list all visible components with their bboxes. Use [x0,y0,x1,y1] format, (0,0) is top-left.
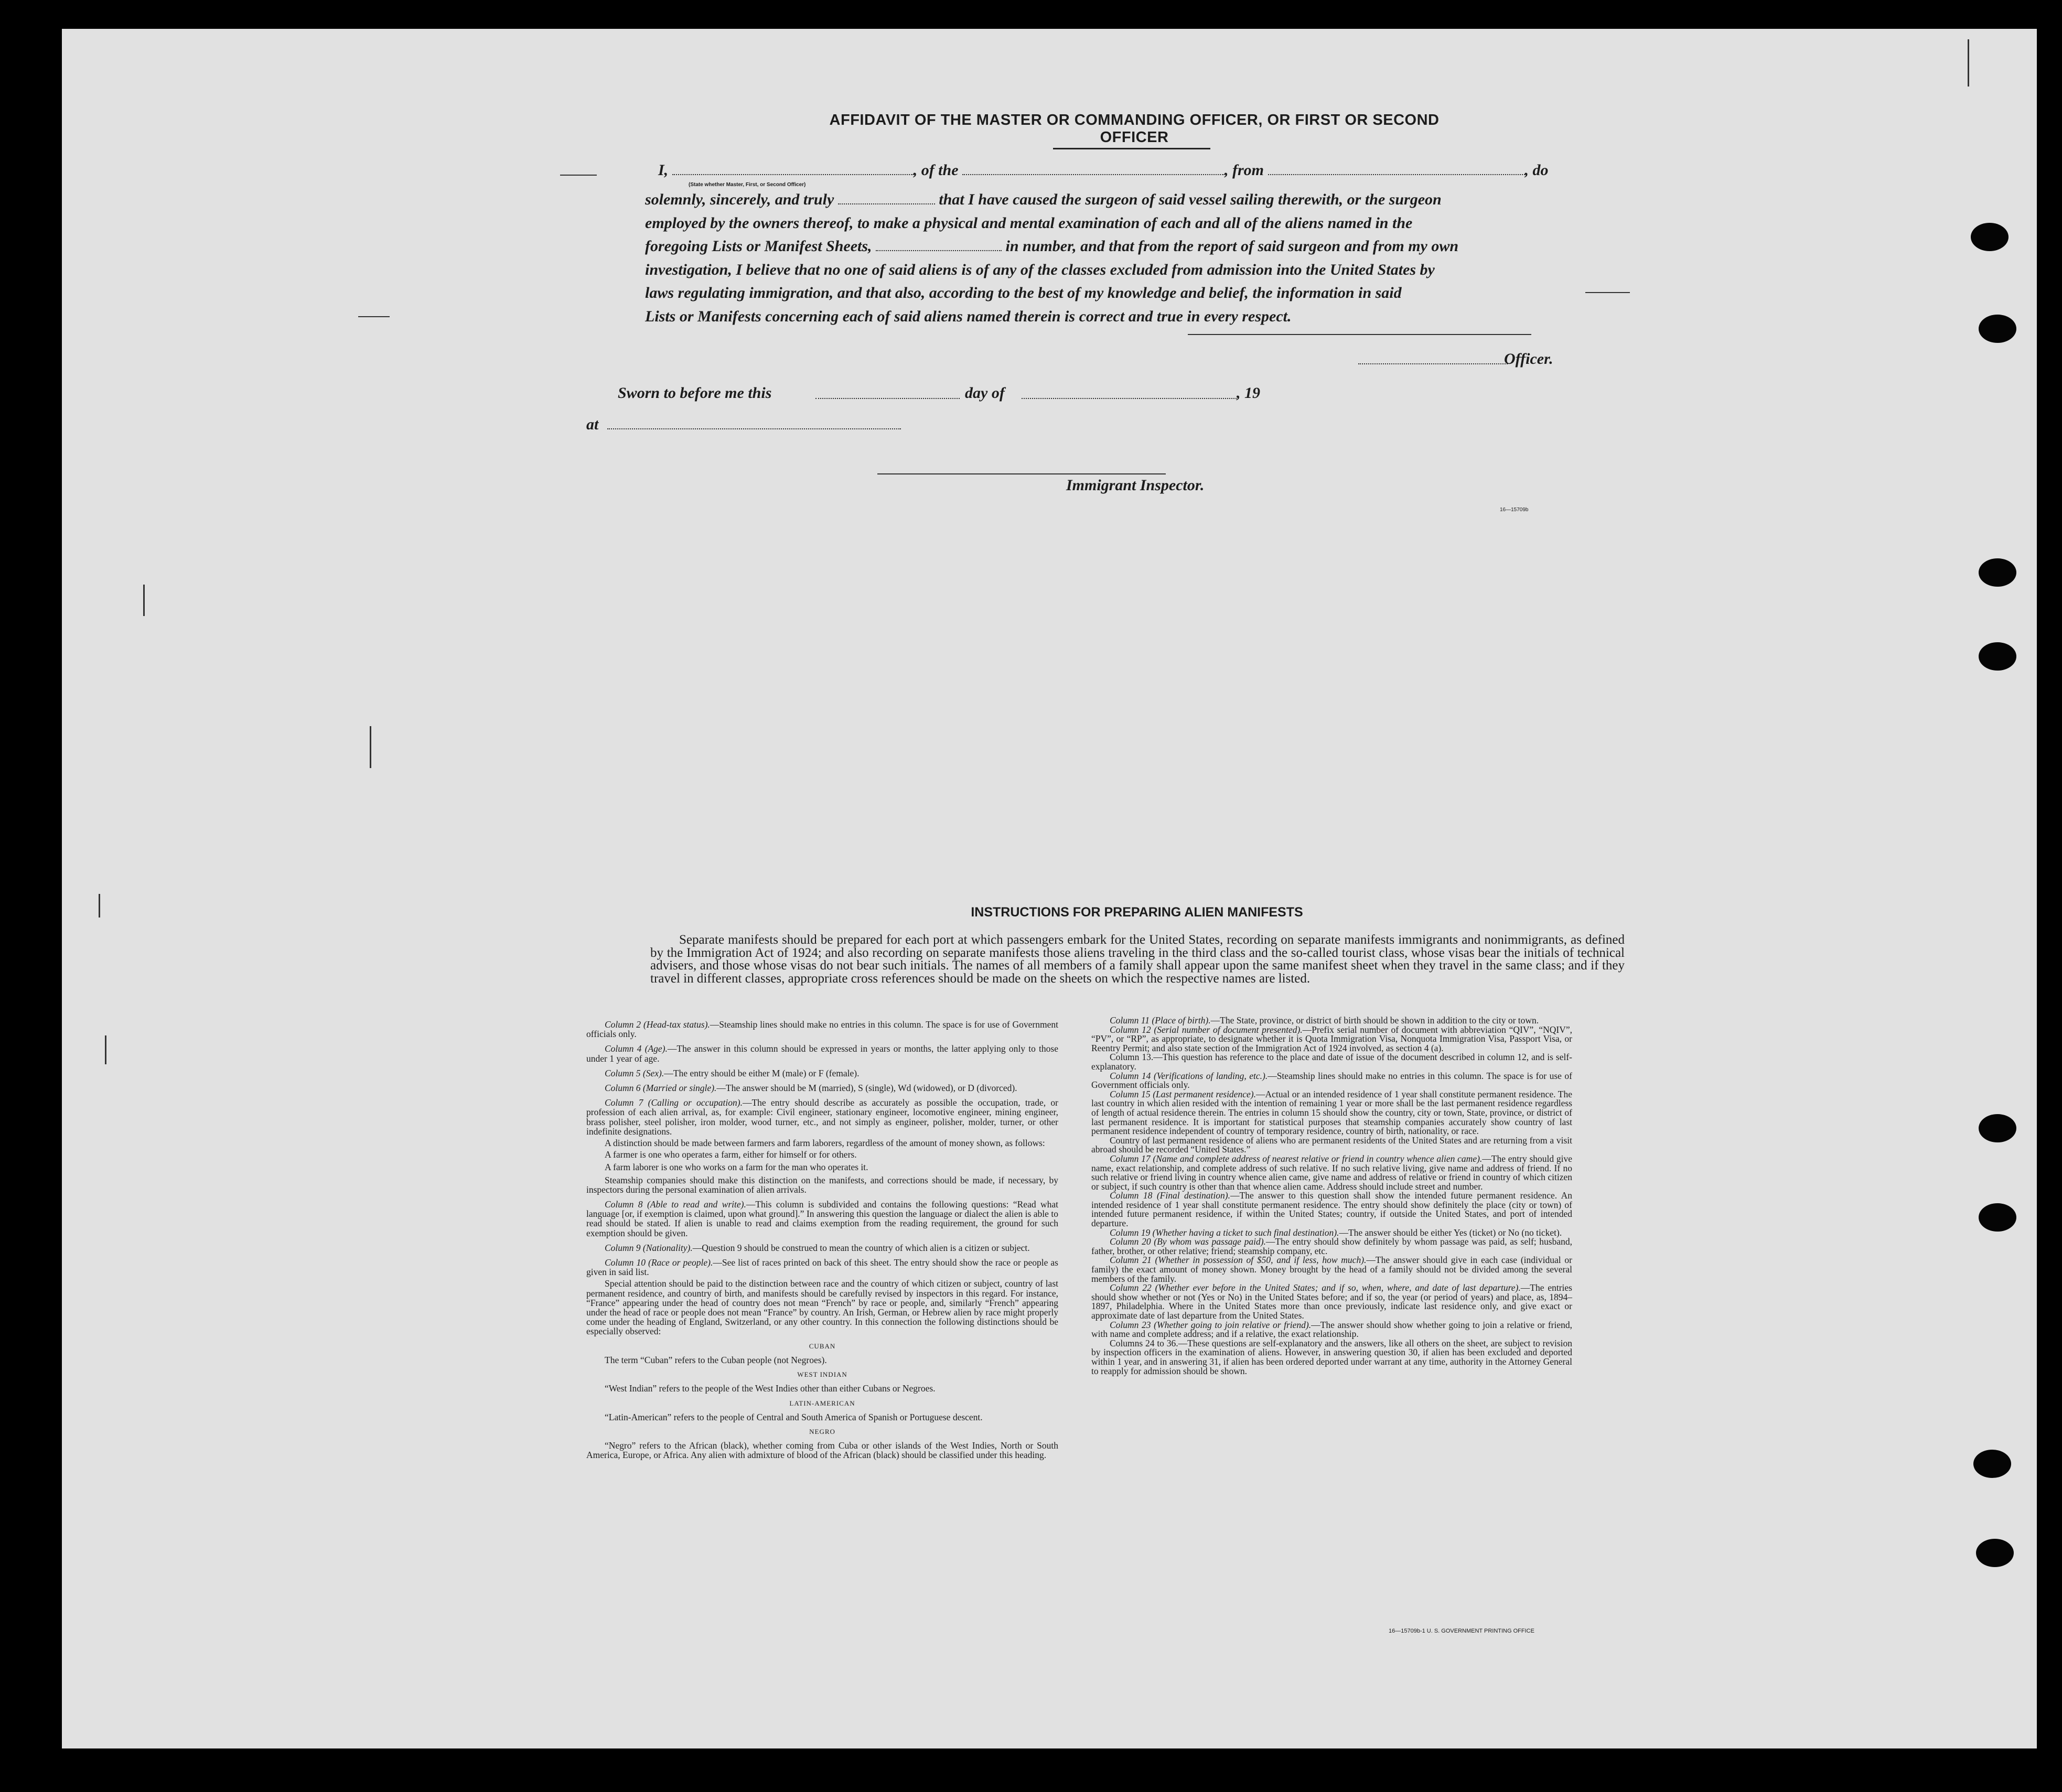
solemnly-text: solemnly, sincerely, and truly [645,191,834,208]
stray-mark [143,585,145,616]
stray-mark [105,1035,106,1064]
cuban-def: The term “Cuban” refers to the Cuban people (not Negroes). [605,1354,827,1365]
column-11-note: Column 11 (Place of birth).—The State, province, or district of birth should be shown in addition to the city or town. [1110,1015,1539,1025]
punch-hole [1973,1450,2011,1478]
line4b-text: in number, and that from the report of said surgeon and from my own [1005,238,1459,255]
column-9-note: Column 9 (Nationality).—Question 9 should be construed to mean the country of which alien is a citizen or subject. [605,1242,1030,1253]
farm-laborer-def: A farm laborer is one who works on a farm for the man who operates it. [605,1162,868,1173]
signature-line-officer[interactable] [1188,334,1531,335]
column-23-note: Column 23 (Whether going to join relative or friend).—The answer should show whether going to join a relative or friend, with name and complete address; and if a relative, the exact relationship. [1091,1319,1572,1340]
at-blank[interactable] [607,428,901,429]
line5-text: investigation, I believe that no one of said aliens is of any of the classes excluded from admission into the United States by [645,261,1435,278]
negro-def: “Negro” refers to the African (black), whether coming from Cuba or other islands of the West Indies, North or South America, Europe, or Africa. Any alien with admixture of blood of the African (black) should be classified under this heading. [586,1440,1058,1461]
punch-hole [1979,315,2016,343]
form-code: 16—15709b [1500,507,1529,513]
affidavit-title: AFFIDAVIT OF THE MASTER OR COMMANDING OFFICER, OR FIRST OR SECOND OFFICER [829,112,1440,146]
inspector-label: Immigrant Inspector. [1066,477,1205,494]
line4a-text: foregoing Lists or Manifest Sheets, [645,238,872,255]
latin-american-def: “Latin-American” refers to the people of Central and South America of Spanish or Portuguese descent. [605,1411,983,1422]
document-sheet [62,29,2037,1748]
master-name-blank[interactable] [672,174,914,175]
instructions-title: INSTRUCTIONS FOR PREPARING ALIEN MANIFESTS [971,905,1303,920]
column-19-note: Column 19 (Whether having a ticket to such final destination).—The answer should be either Yes (ticket) or No (no ticket). [1110,1227,1562,1238]
column-17-note: Column 17 (Name and complete address of nearest relative or friend in country whence alien came).—The entry should give name, exact relationship, and complete address of such relative. If no such relative living, give name and address of friend. If no such relative or friend living in country whence alien came, give name and address of relative or friend in country of which citizen or subject, if such country is other than that whence alien came. Address should include street and number. [1091,1153,1573,1192]
punch-hole [1979,558,2016,587]
instructions-right-column [1091,1016,1572,1376]
stray-mark [370,726,371,768]
printing-office-footer: 16—15709b-1 U. S. GOVERNMENT PRINTING OFFICE [1389,1628,1534,1634]
column-18-note: Column 18 (Final destination).—The answer to this question shall show the intended future permanent residence. An intended residence of 1 year shall constitute permanent residence. The entry should show definitely the place (city or town) of intended future permanent residence, if within the United States; country, if outside the United States, and port of intended departure. [1091,1190,1572,1229]
solemnly-blank[interactable] [838,203,935,204]
farm-note: A distinction should be made between farmers and farm laborers, regardless of the amount of money shown, as follows: [605,1138,1045,1149]
column-10-note: Column 10 (Race or people).—See list of races printed on back of this sheet. The entry should show the race or people as given in said list. [586,1257,1058,1278]
from-text: , from [1225,161,1264,179]
of-the-text: , of the [913,161,959,179]
column-13-note: Column 13.—This question has reference to the place and date of issue of the document described in column 12, and is self-explanatory. [1091,1052,1572,1072]
latin-american-caption: LATIN-AMERICAN [789,1399,855,1407]
instructions-intro: Separate manifests should be prepared for each port at which passengers embark for the United States, recording on separate manifests immigrants and nonimmigrants, as defined by the Immigration Act of 1924; and also recording on separate manifests those aliens traveling in the third class and the so-called tourist class, whose visas bear the initials of technical advisers, and those whose visas do not bear such initials. The names of all members of a family shall appear upon the same manifest sheet when they travel in the same class; and if they travel in different classes, appropriate cross references should be made on the sheets on which the respective names are listed. [650,933,1625,986]
affidavit-i: I, [658,161,669,179]
instructions-left-column [586,1020,1058,1465]
farmer-def: A farmer is one who operates a farm, either for himself or for others. [605,1149,857,1160]
vessel-name-blank[interactable] [962,174,1225,175]
stray-mark [99,894,100,917]
column-12-note: Column 12 (Serial number of document presented).—Prefix serial number of document with abbreviation “QIV”, “NQIV”, “PV”, or “RP”, as appropriate, to designate whether it is Quota Immigration Visa, Nonquota Immigration Visa, Passport Visa, or Reentry Permit; and also state section of the Immigration Act of 1924 involved, as section 4 (a). [1091,1024,1572,1053]
at-text: at [586,416,599,433]
year-text: , 19 [1237,384,1260,402]
line6-text: laws regulating immigration, and that also, according to the best of my knowledge and belief, the information in said [645,284,1402,301]
port-blank[interactable] [1268,174,1525,175]
farm-distinction: Steamship companies should make this distinction on the manifests, and corrections should be made, if necessary, by inspectors during the personal examination of alien arrivals. [586,1174,1058,1195]
column-4-note: Column 4 (Age).—The answer in this column should be expressed in years or months, the latter applying only to those under 1 year of age. [586,1043,1058,1064]
sworn-day-blank[interactable] [815,398,960,399]
punch-hole [1979,1114,2016,1142]
title-rule [1053,148,1210,149]
affidavit-body [645,188,1621,328]
column-15-returning: Country of last permanent residence of aliens who are permanent residents of the United States and are returning from a visit abroad should be recorded “United States.” [1091,1135,1572,1155]
negro-caption: NEGRO [809,1427,835,1435]
column-21-note: Column 21 (Whether in possession of $50, and if less, how much).—The answer should give in each case (individual or family) the exact amount of money shown. Money brought by the head of a family should not be divided among the several members of the family. [1091,1255,1572,1284]
column-7-note: Column 7 (Calling or occupation).—The entry should describe as accurately as possible the occupation, trade, or profession of each alien arrival, as, for example: Civil engineer, stationary engineer, locomotive engineer, mining engineer, brass polisher, steel polisher, iron molder, wood turner, etc., and not simply as engineer, polisher, molder, turner, or other indefinite designations. [586,1097,1058,1137]
officer-label: Officer. [1504,350,1553,368]
column-5-note: Column 5 (Sex).—The entry should be either M (male) or F (female). [605,1067,860,1078]
column-8-note: Column 8 (Able to read and write).—This column is subdivided and contains the following questions: “Read what language [or, if exemption is claimed, upon what ground].” In answering this question the language or dialect the alien is able to read should be stated. If alien is unable to read and claims exemption from the reading requirement, the ground for such exemption should be given. [586,1199,1058,1238]
punch-hole [1971,223,2009,251]
west-indian-caption: WEST INDIAN [797,1370,847,1379]
column-15-note: Column 15 (Last permanent residence).—Actual or an intended residence of 1 year shall constitute permanent residence. The last country in which alien resided with the intention of remaining 1 year or more shall be the last permanent residence regardless of length of actual residence therein. The entries in column 15 should show the country, city or town, State, province, or district of last permanent residence. It is important for statistical purposes that steamship companies accurately show country of last permanent residence independent of country of temporary residence, country of birth, nationality, or race. [1091,1088,1573,1137]
cuban-caption: CUBAN [809,1342,836,1350]
sworn-text: Sworn to before me this [618,384,772,402]
columns-24-36-note: Columns 24 to 36.—These questions are self-explanatory and the answers, like all others on the sheet, are subject to revision by inspection officers in the examination of aliens. However, in answering question 30, if alien has been excluded and deported within 1 year, and in answering 31, if alien has been ordered deported under warrant at any time, authority in the Attorney General to reapply for admission should be shown. [1091,1337,1572,1376]
column-2-note: Column 2 (Head-tax status).—Steamship lines should make no entries in this column. The space is for use of Government officials only. [586,1019,1058,1040]
officer-blank[interactable] [1358,363,1508,364]
line7-text: Lists or Manifests concerning each of said aliens named therein is correct and true in every respect. [645,307,1292,325]
stray-mark [560,175,597,176]
stray-mark [1968,39,1969,87]
line2-text: that I have caused the surgeon of said vessel sailing therewith, or the surgeon [939,191,1442,208]
column-6-note: Column 6 (Married or single).—The answer should be M (married), S (single), Wd (widowed), or D (divorced). [605,1083,1017,1094]
punch-hole [1976,1539,2014,1567]
day-of-text: day of [965,384,1005,402]
column-20-note: Column 20 (By whom was passage paid).—The entry should show definitely by whom passage was paid, as self; husband, father, brother, or other relative; friend; steamship company, etc. [1091,1236,1572,1256]
line3-text: employed by the owners thereof, to make a physical and mental examination of each and all of the aliens named in the [645,214,1413,232]
do-text: , do [1524,161,1549,179]
column-14-note: Column 14 (Verifications of landing, etc.).—Steamship lines should make no entries in this column. The space is for use of Government officials only. [1091,1070,1572,1091]
special-attention: Special attention should be paid to the distinction between race and the country of which citizen or subject, country of last permanent residence, and country of birth, and manifests should be carefully revised by inspectors in this regard. For instance, “France” appearing under the head of country does not mean “French” by race or people, and, similarly “French” appearing under the head of race or people does not mean “France” by country. An Irish, German, or Hebrew alien by race might properly come under the heading of England, Switzerland, or any other country. In this connection the following distinctions should be especially observed: [586,1278,1058,1337]
west-indian-def: “West Indian” refers to the people of the West Indies other than either Cubans or Negroes. [605,1383,936,1394]
officer-hint: (State whether Master, First, or Second Officer) [689,182,806,188]
column-22-note: Column 22 (Whether ever before in the United States; and if so, when, where, and date of last departure).—The entries should show whether or not (Yes or No) in the United States before; and if so, the year (or period of years) and place, as, 1894–1897, Philadelphia. Where in the United States more than once previously, indicate last residence only, and give exact or approximate date of last departure from the United States. [1091,1282,1572,1321]
punch-hole [1979,642,2016,671]
punch-hole [1979,1203,2016,1232]
number-blank[interactable] [876,250,1002,251]
affidavit-line-1 [645,159,1626,182]
sworn-month-blank[interactable] [1022,398,1237,399]
stray-mark [358,316,390,317]
signature-line-inspector[interactable] [877,473,1166,474]
